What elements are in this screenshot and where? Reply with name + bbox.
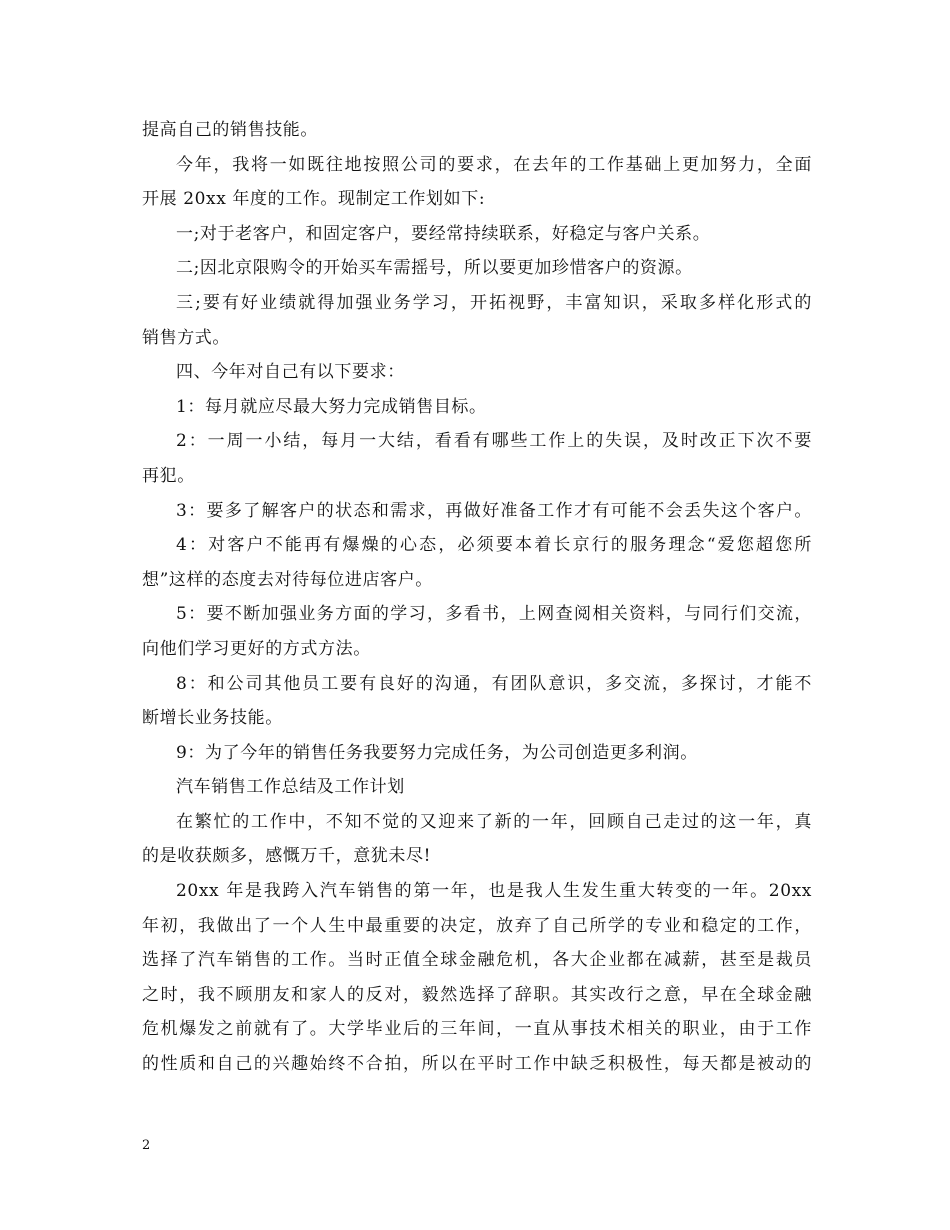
- text-line: 危机爆发之前就有了。大学毕业后的三年间，一直从事技术相关的职业，由于工作: [142, 1019, 812, 1040]
- text-line: 在繁忙的工作中，不知不觉的又迎来了新的一年，回顾自己走过的这一年，真: [176, 811, 812, 832]
- text-line: 向他们学习更好的方式方法。: [142, 638, 371, 659]
- page-number: 2: [142, 1138, 151, 1153]
- text-line: 四、今年对自己有以下要求：: [176, 362, 405, 383]
- text-line: 断增长业务技能。: [142, 708, 283, 729]
- text-line: 3：要多了解客户的状态和需求，再做好准备工作才有可能不会丢失这个客户。: [176, 500, 812, 521]
- text-line: 年初，我做出了一个人生中最重要的决定，放弃了自己所学的专业和稳定的工作，: [142, 915, 812, 936]
- text-line: 想”这样的态度去对待每位进店客户。: [142, 569, 433, 590]
- text-line: 三;要有好业绩就得加强业务学习，开拓视野，丰富知识，采取多样化形式的: [176, 292, 812, 313]
- text-line: 8：和公司其他员工要有良好的沟通，有团队意识，多交流，多探讨，才能不: [176, 673, 812, 694]
- text-line: 再犯。: [142, 465, 195, 486]
- text-line: 一;对于老客户，和固定客户，要经常持续联系，好稳定与客户关系。: [176, 223, 711, 244]
- text-line: 的是收获颇多，感慨万千，意犹未尽!: [142, 846, 432, 867]
- text-line: 汽车销售工作总结及工作计划: [176, 777, 405, 798]
- text-line: 的性质和自己的兴趣始终不合拍，所以在平时工作中缺乏积极性，每天都是被动的: [142, 1054, 812, 1075]
- text-line: 销售方式。: [142, 327, 230, 348]
- text-line: 之时，我不顾朋友和家人的反对，毅然选择了辞职。其实改行之意，早在全球金融: [142, 984, 812, 1005]
- text-line: 今年，我将一如既往地按照公司的要求，在去年的工作基础上更加努力，全面: [176, 154, 812, 175]
- document-body: [142, 113, 812, 1082]
- text-line: 二;因北京限购令的开始买车需摇号，所以要更加珍惜客户的资源。: [176, 258, 693, 279]
- text-line: 4：对客户不能再有爆燥的心态，必须要本着长京行的服务理念“爱您超您所: [176, 535, 812, 556]
- text-line: 1：每月就应尽最大努力完成销售目标。: [176, 396, 487, 417]
- text-line: 9：为了今年的销售任务我要努力完成任务，为公司创造更多利润。: [176, 742, 698, 763]
- text-line: 开展 20xx 年度的工作。现制定工作划如下:: [142, 189, 486, 210]
- text-line: 20xx 年是我跨入汽车销售的第一年，也是我人生发生重大转变的一年。20xx: [176, 881, 812, 902]
- text-line: 5：要不断加强业务方面的学习，多看书，上网查阅相关资料，与同行们交流，: [176, 604, 812, 625]
- text-line: 提高自己的销售技能。: [142, 120, 318, 140]
- text-line: 2：一周一小结，每月一大结，看看有哪些工作上的失误，及时改正下次不要: [176, 431, 812, 452]
- text-line: 选择了汽车销售的工作。当时正值全球金融危机，各大企业都在减薪，甚至是裁员: [142, 950, 812, 971]
